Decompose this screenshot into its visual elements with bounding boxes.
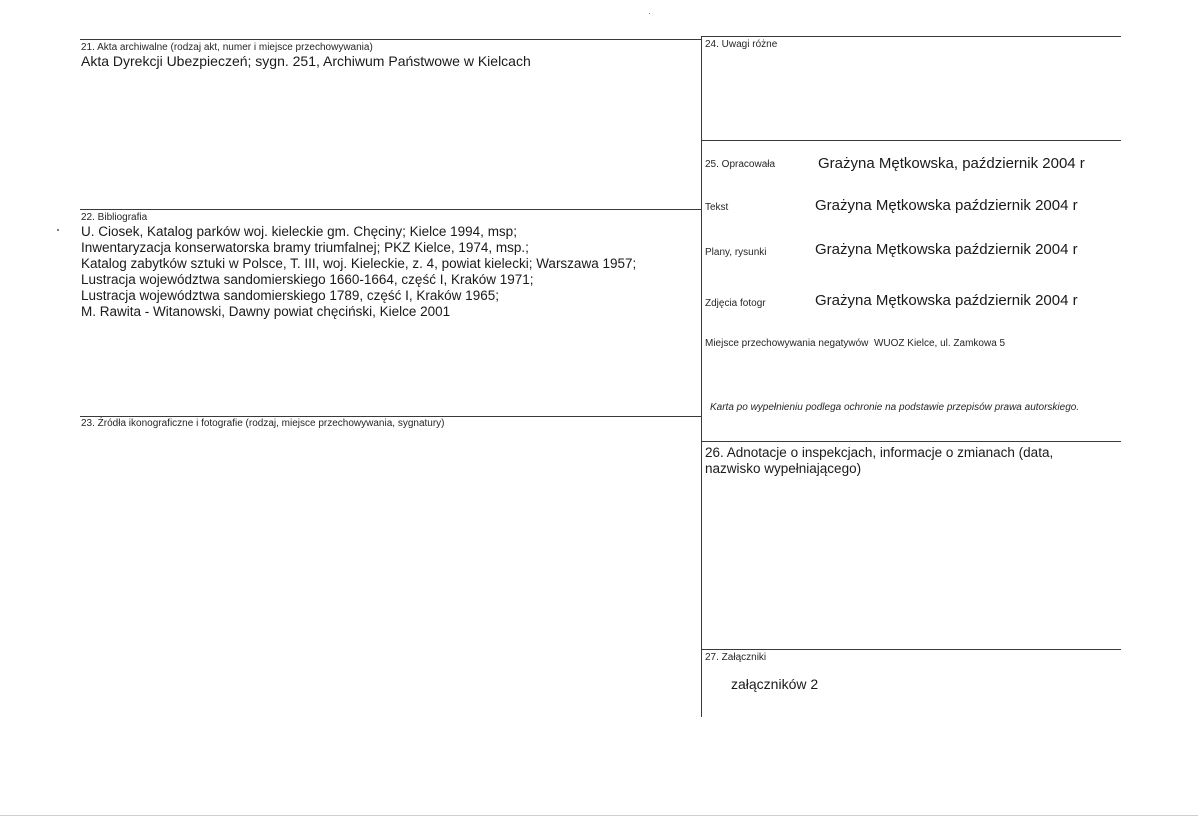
attachments-value: załączników 2 bbox=[731, 676, 819, 692]
section-26-label: 26. Adnotacje o inspekcjach, informacje o zmianach (data, bbox=[705, 445, 1054, 460]
section-23-label: 23. Źródła ikonograficzne i fotografie (rodzaj, miejsce przechowywania, sygnatury) bbox=[81, 418, 445, 429]
section-27-label: 27. Załączniki bbox=[705, 652, 767, 663]
section-21-value: Akta Dyrekcji Ubezpieczeń; sygn. 251, Archiwum Państwowe w Kielcach bbox=[81, 53, 531, 69]
divider-section-23 bbox=[80, 416, 701, 417]
scan-speck bbox=[57, 229, 59, 231]
photos-author-label: Zdjęcia fotogr bbox=[705, 298, 766, 309]
plans-author-value: Grażyna Mętkowska październik 2004 r bbox=[815, 241, 1078, 258]
bibliography-line: Inwentaryzacja konserwatorska bramy triumfalnej; PKZ Kielce, 1974, msp.; bbox=[81, 240, 529, 255]
bibliography-line: Lustracja województwa sandomierskiego 1789, część I, Kraków 1965; bbox=[81, 288, 499, 303]
bibliography-line: U. Ciosek, Katalog parków woj. kieleckie gm. Chęciny; Kielce 1994, msp; bbox=[81, 224, 517, 239]
photos-author-value: Grażyna Mętkowska październik 2004 r bbox=[815, 292, 1078, 309]
bibliography-line: M. Rawita - Witanowski, Dawny powiat chęciński, Kielce 2001 bbox=[81, 304, 451, 319]
divider-vertical-center bbox=[701, 36, 702, 717]
divider-section-25 bbox=[701, 140, 1121, 141]
section-21-label: 21. Akta archiwalne (rodzaj akt, numer i miejsce przechowywania) bbox=[81, 42, 373, 53]
section-24-label: 24. Uwagi różne bbox=[705, 39, 778, 50]
bibliography-line: Lustracja województwa sandomierskiego 1660-1664, część I, Kraków 1971; bbox=[81, 272, 534, 287]
scan-edge bbox=[0, 815, 1198, 816]
section-26-label-continued: nazwisko wypełniającego) bbox=[705, 461, 862, 476]
divider-section-22 bbox=[80, 209, 701, 210]
text-author-label: Tekst bbox=[705, 202, 729, 213]
divider-section-27 bbox=[701, 649, 1121, 650]
section-25-value: Grażyna Mętkowska, październik 2004 r bbox=[818, 155, 1085, 172]
bibliography-line: Katalog zabytków sztuki w Polsce, T. III, woj. Kieleckie, z. 4, powiat kielecki; Warszawa 1957; bbox=[81, 256, 637, 271]
scan-speck bbox=[649, 13, 650, 14]
divider-top-right bbox=[701, 36, 1121, 37]
divider-top-left bbox=[80, 39, 701, 40]
plans-author-label: Plany, rysunki bbox=[705, 247, 767, 258]
copyright-note: Karta po wypełnieniu podlega ochronie na podstawie przepisów prawa autorskiego. bbox=[710, 402, 1080, 413]
negatives-location: Miejsce przechowywania negatywów WUOZ Kielce, ul. Zamkowa 5 bbox=[705, 338, 1006, 349]
divider-section-26 bbox=[701, 441, 1121, 442]
section-25-label: 25. Opracowała bbox=[705, 159, 776, 170]
text-author-value: Grażyna Mętkowska październik 2004 r bbox=[815, 197, 1078, 214]
section-22-label: 22. Bibliografia bbox=[81, 212, 148, 223]
